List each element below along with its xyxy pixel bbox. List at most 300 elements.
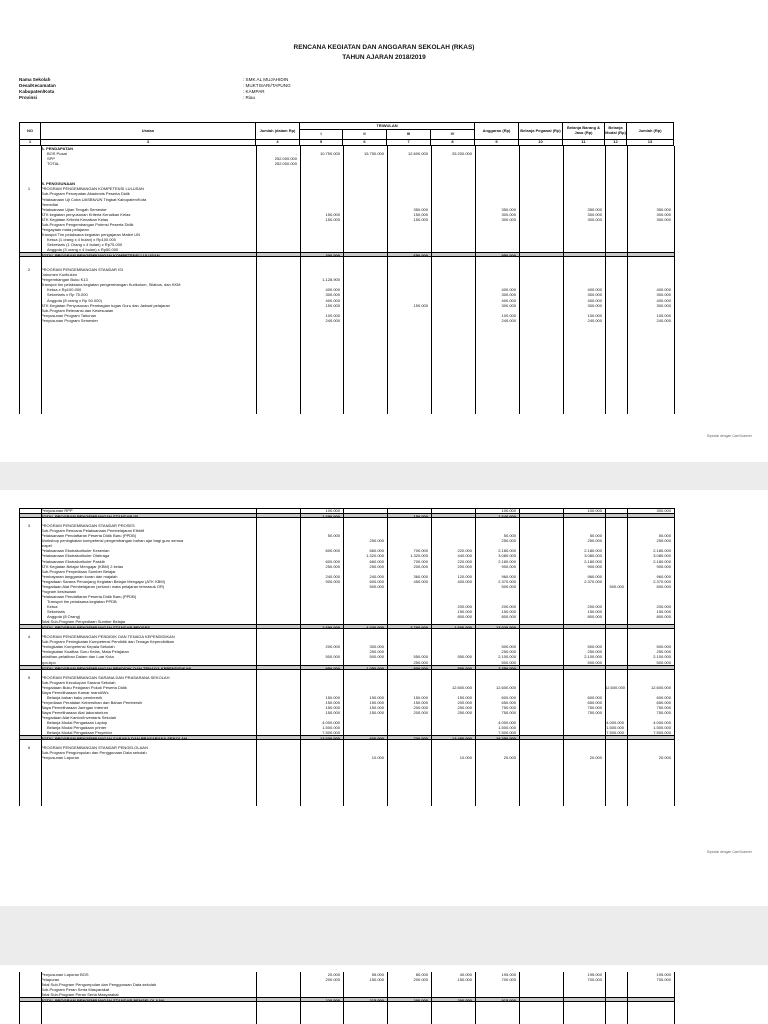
row-description: Sekretaris x Rp 75.000	[47, 292, 88, 298]
row-amount-c8: 40.000	[459, 972, 472, 977]
row-description: ATK kegiatan penyusunan Kriteria Kenaikan Kelas	[41, 211, 131, 217]
row-amount-c6: 150.000	[369, 699, 384, 705]
row-amount-c9: 13.020.000	[495, 625, 516, 631]
row-amount-c8: 200.000	[457, 603, 472, 609]
row-amount-c9: 960.000	[501, 573, 516, 579]
scanner-watermark: Dipindai dengan CamScanner	[706, 850, 752, 854]
row-amount-c5: 13.600.000	[319, 736, 340, 742]
row-description: Transpot tim pelaksana kegiatan PPDB	[47, 598, 117, 604]
row-amount-c5: 200.000	[325, 977, 340, 983]
row-amount-c6: 15.750.000	[363, 151, 384, 157]
row-amount-c8: 250.000	[457, 710, 472, 715]
row-amount-c12: 12.600.000	[605, 684, 626, 690]
table-gridline	[387, 508, 388, 806]
row-description: Pelaporan	[41, 977, 60, 983]
row-amount-c13: 500.000	[656, 583, 671, 589]
row-description: Belanja Modal Pengadaan Proyektor	[47, 730, 113, 736]
row-description: Sub-Program Kecukupan Sarana Sekolah	[41, 679, 116, 685]
row-amount-c9: 500.000	[501, 583, 516, 589]
row-amount-c6: 215.000	[369, 998, 384, 1004]
row-amount-c9: 1.640.000	[498, 514, 516, 520]
row-amount-c13: 500.000	[656, 644, 671, 650]
row-amount-c11: 800.000	[587, 614, 602, 620]
row-amount-c7: 3.780.000	[410, 625, 428, 631]
row-amount-c6: 4.430.000	[366, 625, 384, 631]
header-num: 4	[256, 140, 300, 146]
row-description: PROGRAM PENGEMBANGAN SARANA DAN PRASARANA SEKOLAH	[41, 674, 170, 680]
table-gridline	[563, 146, 564, 414]
table-header	[19, 122, 674, 146]
row-description: Penyediaan Peralatan Kebersihan dan Bahan Pembersih	[41, 699, 143, 705]
table-gridline	[475, 146, 476, 414]
row-amount-c11: 400.000	[587, 287, 602, 293]
row-amount-c5: 250.000	[325, 563, 340, 569]
row-amount-c13: 150.000	[656, 609, 671, 614]
row-description: Pelaksanaan Ekstrakurikuler Paskib	[41, 558, 105, 564]
header-num: 3	[41, 140, 256, 146]
row-amount-c11: 3.080.000	[584, 553, 602, 559]
table-gridline	[605, 508, 606, 806]
row-description: A. PENDAPATAN	[41, 146, 73, 151]
row-amount-c5: 240.000	[325, 573, 340, 579]
table-gridline	[627, 508, 628, 806]
row-amount-c6: 250.000	[369, 649, 384, 655]
row-amount-c9: 300.000	[501, 211, 516, 217]
table-gridline	[674, 972, 675, 1024]
row-description: PROGRAM PENGEMBANGAN STANDAR PROSES	[41, 523, 135, 529]
scanner-watermark: Dipindai dengan CamScanner	[706, 434, 752, 438]
row-amount-c12: 4.000.000	[606, 720, 624, 726]
row-amount-c9: 200.000	[501, 603, 516, 609]
table-gridline	[431, 972, 432, 1024]
page-gap	[0, 906, 768, 965]
row-description: Remedial	[41, 201, 58, 207]
row-amount-c9: 750.000	[501, 704, 516, 710]
table-gridline	[674, 146, 675, 414]
row-amount-c5: 20.000	[327, 972, 340, 977]
row-description: Penyusunan Program Tahunan	[41, 312, 97, 318]
row-amount-c13: 200.000	[656, 603, 671, 609]
row-amount-c13: 100.000	[656, 312, 671, 318]
header-num: 5	[300, 140, 343, 146]
row-amount-c9: 150.000	[501, 609, 516, 614]
row-description: Sub-Program Peningkatan Kompetensi Pendidik dan Tenaga Kependidikan	[41, 639, 175, 645]
header-jumlah-rp: Jumlah (Rp)	[627, 122, 674, 140]
row-number: 6	[27, 745, 31, 751]
row-amount-c8: 550.000	[457, 654, 472, 660]
row-amount-c13: 240.000	[656, 317, 671, 323]
row-amount-c13: 300.000	[656, 211, 671, 217]
table-gridline	[387, 146, 388, 414]
row-amount-c5: 10.750.000	[319, 151, 340, 157]
row-amount-c5: 150.000	[325, 710, 340, 715]
row-amount-c13: 650.000	[656, 699, 671, 705]
row-description: Belanja Modal Pengadaan Laptop	[47, 720, 108, 726]
row-amount-c6: 150.000	[369, 977, 384, 983]
header-num: 11	[563, 140, 605, 146]
row-amount-c13: 600.000	[656, 694, 671, 700]
header-num: 9	[475, 140, 519, 146]
row-amount-c12: 500.000	[609, 583, 624, 589]
row-amount-c9: 1.500.000	[498, 725, 516, 731]
row-amount-c7: 360.000	[413, 573, 428, 579]
header-anggaran: Anggaran (Rp)	[475, 122, 519, 140]
row-amount-c6: 250.000	[369, 563, 384, 569]
row-description: Workshop peningkatan kompetensi pengembangan bahan ajar bagi guru semua	[41, 538, 184, 544]
row-amount-c13: 700.000	[656, 977, 671, 983]
table-gridline	[674, 508, 675, 806]
row-description: Pengayaan mata pelajaran	[41, 226, 89, 232]
row-amount-c8: 1.600.000	[454, 625, 472, 631]
row-description: Anggota (8 orang x Rp 50.000)	[47, 297, 102, 303]
row-amount-c8: 200.000	[457, 563, 472, 569]
row-description: Penyusunan Program Semester	[41, 317, 98, 323]
row-amount-c11: 500.000	[587, 659, 602, 665]
header-barang: Belanja Barang & Jasa (Rp)	[563, 122, 605, 140]
row-description: ATK Kegiatan Kriteria Kenaikan Kelas	[41, 216, 109, 222]
row-amount-c6: 1.320.000	[366, 553, 384, 559]
row-amount-c11: 300.000	[587, 216, 602, 222]
row-description: Sub-Program Peran Serta Masyarakat	[41, 987, 110, 993]
row-amount-c13: 3.080.000	[653, 553, 671, 559]
row-amount-c7: 650.000	[413, 253, 428, 259]
row-amount-c11: 2.180.000	[584, 548, 602, 554]
row-amount-c13: 960.000	[656, 573, 671, 579]
row-amount-c6: 10.000	[371, 755, 384, 761]
table-gridline	[343, 972, 344, 1024]
row-amount-c9: 195.000	[501, 972, 516, 977]
row-amount-c8: 550.000	[457, 665, 472, 671]
table-gridline	[387, 972, 388, 1024]
row-amount-c11: 240.000	[587, 317, 602, 323]
row-amount-c7: 200.000	[413, 977, 428, 983]
row-amount-c13: 300.000	[656, 292, 671, 298]
table-gridline	[605, 146, 606, 414]
row-description: Transpot Tim pelaksana kegiatan pengajaran Materi UN	[41, 231, 141, 237]
row-amount-c11: 600.000	[587, 694, 602, 700]
table-row	[19, 755, 674, 760]
row-description: PROGRAM PENGEMBANGAN PENDIDIK DAN TENAGA KEPENDIDIKAN	[41, 634, 175, 640]
row-description: Pelaksanaan Pendaftaran Peserta Didik Baru (PPDB)	[41, 533, 137, 539]
row-amount-c13: 7.500.000	[653, 730, 671, 736]
table-gridline	[300, 508, 301, 806]
row-amount-c13: 50.000	[658, 533, 671, 539]
row-amount-c13: 800.000	[656, 614, 671, 620]
table-gridline	[343, 508, 344, 806]
header-tw-4: IV	[431, 130, 475, 140]
row-description: TOTAL PROGRAM PENGEMBANGAN PENDIDIK DAN TENAGA KEPENDIDIKAN	[41, 665, 192, 671]
row-amount-c13: 900.000	[656, 563, 671, 569]
row-amount-c9: 7.500.000	[498, 730, 516, 736]
row-number: 1	[27, 186, 31, 192]
row-description: TOTAL PROGRAM PENGEMBANGAN STANDAR ISI	[41, 514, 139, 520]
row-amount-c5: 600.000	[325, 558, 340, 564]
row-amount-c11: 100.000	[587, 312, 602, 318]
header-triwulan: TRIWULAN	[300, 122, 475, 130]
row-amount-c5: 200.000	[325, 644, 340, 650]
row-amount-c8: -	[470, 253, 472, 259]
row-amount-c9: 700.000	[501, 977, 516, 983]
row-amount-c9: 250.000	[501, 538, 516, 544]
row-amount-c11: 750.000	[587, 704, 602, 710]
row-amount-c5: 1.690.000	[322, 514, 340, 520]
row-amount-c6: 150.000	[369, 710, 384, 715]
header-no: NO	[19, 122, 41, 140]
row-amount-c13: 2.370.000	[653, 578, 671, 584]
row-amount-c8: 25.200.000	[451, 151, 472, 157]
row-amount-c5: 100.000	[325, 508, 340, 513]
row-description: Pengadaan Buku Pelajaran Pokok Peserta Didik	[41, 684, 127, 690]
row-amount-c11: 200.000	[587, 603, 602, 609]
row-description: Sub-Program Penyediaan Sumber Belajar	[41, 568, 116, 574]
row-amount-c8: 440.000	[457, 553, 472, 559]
row-amount-c6: 240.000	[369, 573, 384, 579]
row-description: Sub-Program Percepatan Akademis Peserta Didik	[41, 191, 130, 197]
row-amount-c5: 150.000	[325, 216, 340, 222]
document-title: RENCANA KEGIATAN DAN ANGGARAN SEKOLAH (RKAS)	[293, 44, 475, 51]
row-amount-c9: 20.000	[503, 755, 516, 761]
row-amount-c8: 10.000	[459, 755, 472, 761]
row-number: 4	[27, 634, 31, 640]
row-amount-c13: 12.600.000	[650, 684, 671, 690]
row-amount-c5: 900.000	[325, 578, 340, 584]
row-description: Penyusunan Laporan BOS	[41, 972, 89, 977]
document-page-3	[0, 965, 768, 1024]
table-gridline	[300, 146, 301, 414]
row-amount-c8: 220.000	[457, 558, 472, 564]
row-amount-c6: 250.000	[369, 538, 384, 544]
row-amount-c9: 900.000	[501, 563, 516, 569]
row-amount-c7: 700.000	[413, 548, 428, 554]
row-amount-c6: 150.000	[369, 694, 384, 700]
row-amount-c9: 4.000.000	[498, 720, 516, 726]
row-amount-c13: 750.000	[656, 710, 671, 715]
row-amount-c8: 800.000	[457, 614, 472, 620]
row-amount-c5: 500.000	[325, 654, 340, 660]
row-description: Sub-Program Pengumpulan dan Penggunaan Data sekolah	[41, 750, 147, 756]
table-gridline	[431, 146, 432, 414]
table-gridline	[343, 146, 344, 414]
row-description: Ketua	[47, 603, 58, 609]
row-amount-c9: 50.000	[503, 533, 516, 539]
row-amount-c9: 300.000	[501, 302, 516, 308]
row-amount-c11: 300.000	[587, 292, 602, 298]
row-amount-c12: 1.500.000	[606, 725, 624, 731]
row-amount-c8: 200.000	[457, 699, 472, 705]
row-description: SPP	[47, 156, 56, 162]
table-gridline	[475, 508, 476, 806]
row-description: Pengadaan Alat Kantor/Inventaris Sekolah	[41, 715, 117, 721]
table-gridline	[563, 972, 564, 1024]
row-amount-c13: 500.000	[656, 659, 671, 665]
header-num: 7	[387, 140, 431, 146]
row-description: TOTAL PROGRAM PENGEMBANGAN STANDAR PROSES	[41, 625, 151, 631]
table-gridline	[627, 146, 628, 414]
row-description: ATK Kegiatan Belajar Mengajar (KBM) 2 kelas	[41, 563, 123, 569]
row-amount-c8: 400.000	[457, 578, 472, 584]
row-amount-c4: 252.000.000	[274, 161, 297, 167]
row-description: Ketua x Rp100.000	[47, 287, 82, 293]
row-amount-c13: 2.180.000	[653, 548, 671, 554]
row-description: mapel	[41, 543, 52, 549]
row-amount-c11: 400.000	[587, 297, 602, 303]
row-description: Transpot tim pelaksana kegiatan pengembangan Kurikulum, Silabus, dan KKM	[41, 282, 181, 288]
row-description: Program kesiswaan	[41, 588, 77, 594]
header-modal: Belanja Modal (Rp)	[605, 122, 627, 140]
row-amount-c5: 950.000	[325, 665, 340, 671]
row-amount-c5: 400.000	[325, 297, 340, 303]
row-amount-c9: 100.000	[501, 508, 516, 513]
row-description: PROGRAM PENGEMBANGAN STANDAR PENGELOLAAN	[41, 745, 148, 751]
row-description: Peningkatan Kualitas Guru Kelas, Mata Pelajaran	[41, 649, 129, 655]
row-amount-c5: 4.000.000	[322, 720, 340, 726]
row-number: 5	[27, 674, 31, 680]
row-description: Sub-Program Pengembangan Potensi Peserta Didik	[41, 221, 134, 227]
row-amount-c11: 20.000	[589, 755, 602, 761]
table-gridline	[256, 972, 257, 1024]
row-amount-c13: 400.000	[656, 287, 671, 293]
table-gridline	[605, 972, 606, 1024]
header-num: 6	[343, 140, 387, 146]
row-description: Belanja Modal Pengadaan printer	[47, 725, 107, 731]
row-description: Ketua (1 orang x 4 bulan) x Rp100.000	[47, 236, 116, 242]
row-amount-c13: 250.000	[656, 649, 671, 655]
table-gridline	[475, 972, 476, 1024]
row-amount-c13: 250.000	[656, 538, 671, 544]
row-amount-c9: 500.000	[501, 644, 516, 650]
row-amount-c5: 7.500.000	[322, 730, 340, 736]
row-amount-c6: 1.050.000	[366, 665, 384, 671]
row-amount-c7: 150.000	[413, 211, 428, 217]
table-gridline	[431, 508, 432, 806]
row-amount-c11: 50.000	[589, 533, 602, 539]
row-amount-c8: 220.000	[457, 548, 472, 554]
row-description: Penyusunan RPP	[41, 508, 73, 513]
row-amount-c7: 150.000	[413, 514, 428, 520]
row-amount-c13: 2.100.000	[653, 654, 671, 660]
row-amount-c4: 252.000.000	[274, 156, 297, 162]
row-amount-c13: 4.000.000	[653, 720, 671, 726]
row-amount-c6: 660.000	[369, 548, 384, 554]
row-amount-c7: 150.000	[413, 694, 428, 700]
row-amount-c9: 3.350.000	[498, 665, 516, 671]
row-description: Anggota (8 Orang)	[47, 614, 81, 620]
header-pegawai: Belanja Pegawai (Rp)	[519, 122, 563, 140]
table-gridline	[41, 146, 42, 414]
row-amount-c5: 220.000	[325, 998, 340, 1004]
row-amount-c11: 650.000	[587, 699, 602, 705]
row-amount-c7: 450.000	[413, 578, 428, 584]
row-amount-c7: 150.000	[413, 699, 428, 705]
row-amount-c9: 750.000	[501, 710, 516, 715]
row-amount-c13: 350.000	[656, 206, 671, 212]
row-amount-c6: 500.000	[369, 654, 384, 660]
row-description: Pelaksanaan Uji Coba UASBN/UN Tingkat Kabupaten/Kota	[41, 196, 147, 202]
row-description: B. PENGGUNAAN	[41, 181, 76, 187]
row-description: Pengadaan Sarana Penunjang Kegiatan Belajar Mengajar (ATK KBM)	[41, 578, 166, 584]
table-gridline	[19, 146, 20, 414]
row-description: TOTAL PROGRAM PENGEMBANGAN SARANA DAN PRASARANA SEKOLAH	[41, 736, 187, 742]
row-amount-c7: 80.000	[415, 972, 428, 977]
row-amount-c6: 150.000	[369, 704, 384, 710]
row-amount-c9: 2.180.000	[498, 548, 516, 554]
header-num: 10	[519, 140, 563, 146]
row-amount-c9: 600.000	[501, 694, 516, 700]
header-tw-1: I	[300, 130, 343, 140]
row-amount-c11: 100.000	[587, 508, 602, 513]
row-amount-c5: 100.000	[325, 312, 340, 318]
row-amount-c8: 12.600.000	[451, 684, 472, 690]
row-description: Penyusunan Laporan	[41, 755, 80, 761]
row-amount-c11: 2.370.000	[584, 578, 602, 584]
row-amount-c5: 1.500.000	[322, 725, 340, 731]
header-uraian: Uraian	[41, 122, 256, 140]
row-amount-c8: 13.450.000	[451, 736, 472, 742]
row-amount-c5: 600.000	[325, 548, 340, 554]
page-gap	[0, 462, 768, 490]
row-description: Sekretaris (1 Orang x 4 bulan) x Rp75.000	[47, 241, 123, 247]
row-amount-c8: 150.000	[457, 694, 472, 700]
row-description: Pelaksanaan Ekstrakurikuler Olahraga	[41, 553, 110, 559]
row-amount-c7: 150.000	[413, 216, 428, 222]
row-description: Pelaksanaan Ekstrakurikuler Kesenian	[41, 548, 110, 554]
row-description: Biaya Pemeliharaan Alat laboratorium	[41, 710, 108, 715]
row-description: Total Sub-Program Pengumpulan dan Penggunaan Data sekolah	[41, 982, 157, 988]
row-amount-c7: 200.000	[413, 704, 428, 710]
row-amount-c13: 20.000	[658, 755, 671, 761]
row-amount-c13: 1.500.000	[653, 725, 671, 731]
header-num: 8	[431, 140, 475, 146]
row-amount-c5: 240.000	[325, 317, 340, 323]
row-amount-c11: 150.000	[587, 609, 602, 614]
table-gridline	[41, 508, 42, 806]
row-amount-c6: 600.000	[369, 578, 384, 584]
row-amount-c7: 800.000	[413, 665, 428, 671]
row-description: TOTAL PROGRAM PENGEMBANGAN KOMPETENSI LULUSAN	[41, 253, 160, 259]
row-amount-c11: 250.000	[587, 538, 602, 544]
row-description: pelatihan-pelatihan Dalam dan Luar Kota	[41, 654, 114, 660]
row-amount-c13: 750.000	[656, 704, 671, 710]
row-amount-c5: 1.128.900	[322, 277, 340, 283]
row-description: bpo-bpo	[41, 659, 56, 665]
row-description: Sub-Program Relevansi dan Kesesuaian	[41, 307, 114, 313]
row-description: Total Sub-Program Peran Serta Masyarakat	[41, 992, 119, 998]
row-amount-c7: 200.000	[413, 563, 428, 569]
row-amount-c8: 200.000	[457, 998, 472, 1004]
header-tw-2: II	[343, 130, 387, 140]
row-amount-c6: -	[382, 253, 384, 259]
row-amount-c11: 750.000	[587, 710, 602, 715]
row-description: Pelaksanaan Pendaftaran Peserta Didik Baru (PPDB)	[41, 593, 137, 599]
table-total-row	[19, 997, 674, 1002]
row-amount-c11: 300.000	[587, 211, 602, 217]
row-description: Biaya Pemeliharaan Kamar mandi/Wc	[41, 689, 109, 695]
row-description: Sekretaris	[47, 609, 66, 614]
row-amount-c11: 2.180.000	[584, 558, 602, 564]
row-number: 2	[27, 267, 31, 273]
row-amount-c13: 195.000	[656, 972, 671, 977]
row-number: 3	[27, 523, 31, 529]
row-amount-c7: 280.000	[413, 998, 428, 1004]
row-amount-c8: 150.000	[457, 977, 472, 983]
row-description: TOTAL PROGRAM PENGEMBANGAN STANDAR PENGELOLAAN	[41, 998, 165, 1004]
row-amount-c13: 300.000	[656, 508, 671, 513]
row-description: Dokumen Kurikulum	[41, 272, 78, 278]
header-num: 12	[605, 140, 627, 146]
row-amount-c9: 28.350.000	[495, 736, 516, 742]
row-amount-c13: 2.180.000	[653, 558, 671, 564]
row-amount-c8: 150.000	[457, 609, 472, 614]
